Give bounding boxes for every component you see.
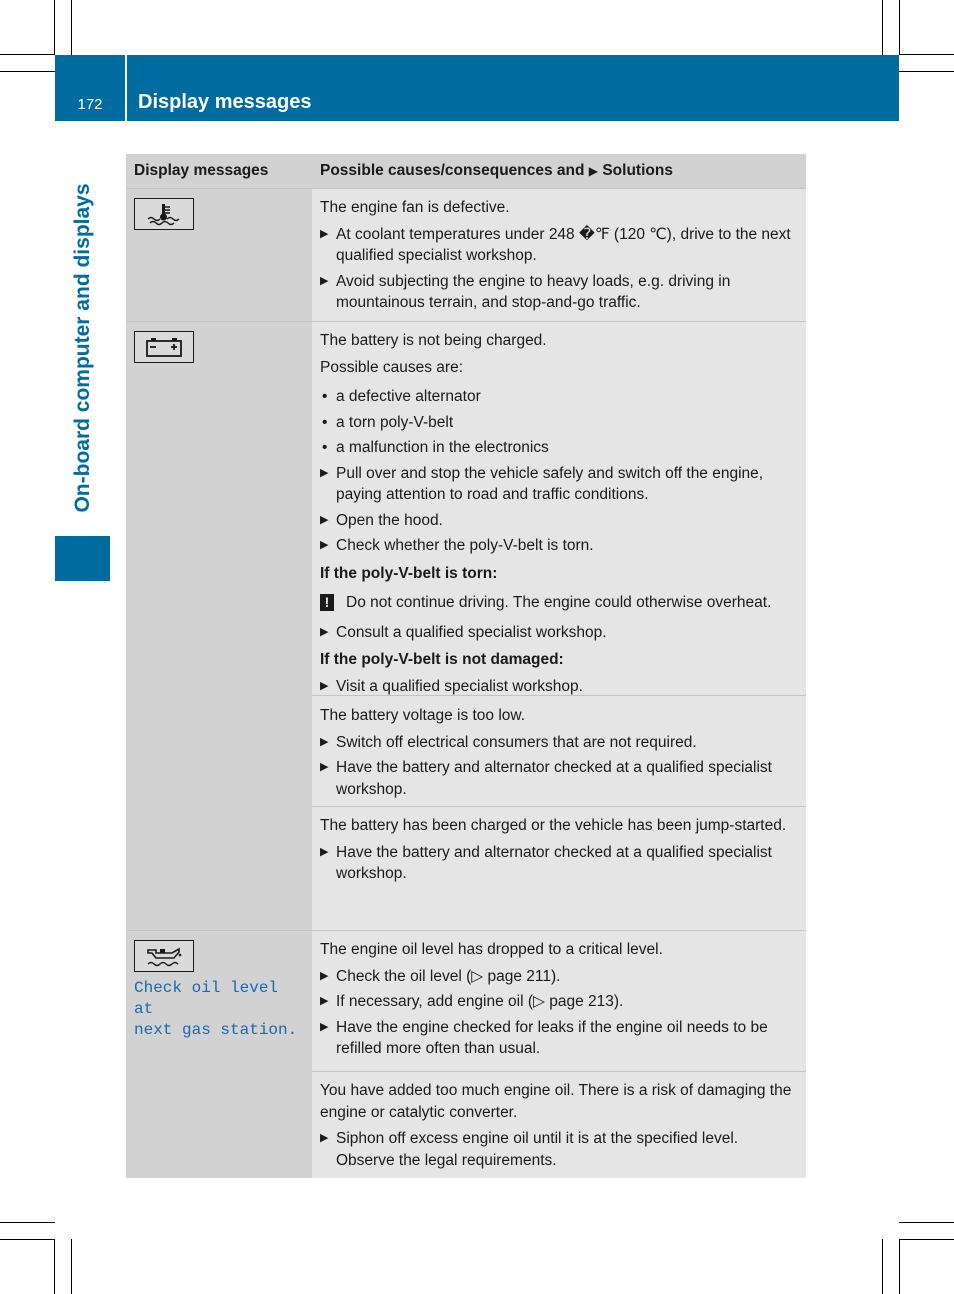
list-item: ▶ Avoid subjecting the engine to heavy loads, e.g. driving in mountainous terrain, and stop-and-go traffic.	[320, 271, 798, 314]
header-divider	[125, 55, 127, 121]
triangle-bullet-icon: ▶	[320, 1132, 329, 1144]
list-item: ▶ Check the oil level (▷ page 211).	[320, 966, 798, 988]
list-item: ▶ Have the battery and alternator checked at a qualified specialist workshop.	[320, 842, 798, 885]
table-row	[126, 188, 806, 321]
display-text-line: Check oil level at	[134, 979, 279, 1018]
triangle-bullet-icon: ▶	[320, 1020, 329, 1033]
triangle-bullet-icon: ▶	[320, 227, 329, 240]
triangle-bullet-icon: ▶	[320, 995, 329, 1007]
list-item: ▶ If necessary, add engine oil (▷ page 213).	[320, 991, 798, 1013]
triangle-bullet-icon: ▶	[588, 164, 599, 178]
warning-exclamation-icon: !	[320, 594, 334, 611]
display-text-line: next gas station.	[134, 1021, 298, 1039]
crop-mark	[899, 71, 954, 72]
triangle-bullet-icon: ▶	[320, 679, 329, 692]
list-item: ▶ Visit a qualified specialist workshop.	[320, 676, 798, 698]
crop-mark	[0, 1222, 55, 1223]
table-row	[126, 321, 806, 930]
triangle-bullet-icon: ▶	[320, 969, 329, 982]
crop-mark	[899, 0, 900, 55]
condition-heading: If the poly-V-belt is not damaged:	[320, 651, 564, 668]
crop-mark	[899, 1222, 954, 1223]
crop-mark	[899, 1239, 954, 1240]
table-header	[126, 154, 806, 188]
list-item: ▶ Check whether the poly-V-belt is torn.	[320, 535, 798, 557]
page-title: Display messages	[138, 91, 312, 113]
solutions-cell	[312, 322, 806, 930]
crop-mark	[899, 1239, 900, 1294]
triangle-bullet-icon: ▶	[320, 625, 329, 638]
crop-mark	[54, 1239, 55, 1294]
crop-mark	[882, 0, 883, 55]
solution-section: The engine oil level has dropped to a critical level. ▶ Check the oil level (▷ page 211). ▶ If necessary, add engine oil (▷ page 213). ▶ Have the engine checked for leaks if the engine oil needs to be refilled more often than usual.	[312, 931, 806, 1071]
solution-section: The engine fan is defective. ▶ At coolant temperatures under 248 �℉ (120 ℃), drive to the next qualified specialist workshop. ▶ Avoid subjecting the engine to heavy loads, e.g. driving in mountainous terrain, and stop-and-go traffic.	[312, 189, 806, 326]
triangle-bullet-icon: ▶	[320, 466, 329, 479]
page-number: 172	[77, 96, 103, 113]
triangle-bullet-icon: ▶	[320, 274, 329, 287]
solution-section: The battery has been charged or the vehicle has been jump-started. ▶ Have the battery and alternator checked at a qualified specialist workshop.	[312, 806, 806, 897]
display-message-cell	[126, 189, 312, 321]
crop-mark	[71, 1239, 72, 1294]
table-row	[126, 930, 806, 1178]
list-item: ▶ Switch off electrical consumers that are not required.	[320, 732, 798, 754]
solutions-cell	[312, 931, 806, 1178]
col-header-display-messages: Display messages	[134, 162, 269, 179]
chapter-tab-marker	[55, 536, 110, 581]
col-header-causes-solutions: Possible causes/consequences and ▶ Solutions	[320, 162, 673, 179]
list-item: • a malfunction in the electronics	[322, 439, 549, 456]
list-item: ▶ Open the hood.	[320, 510, 798, 532]
list-item: • a defective alternator	[322, 388, 481, 405]
crop-mark	[0, 1239, 55, 1240]
list-item: ▶ At coolant temperatures under 248 �℉ (120 ℃), drive to the next qualified specialist workshop.	[320, 224, 798, 267]
triangle-bullet-icon: ▶	[320, 513, 329, 526]
display-messages-table	[126, 154, 806, 1178]
condition-heading: If the poly-V-belt is torn:	[320, 564, 498, 582]
oil-level-icon	[134, 940, 194, 972]
crop-mark	[0, 54, 55, 55]
warning-note: ! Do not continue driving. The engine could otherwise overheat.	[320, 592, 798, 614]
solutions-cell	[312, 189, 806, 321]
triangle-bullet-icon: ▶	[320, 539, 329, 551]
coolant-temperature-icon	[134, 198, 194, 230]
crop-mark	[882, 1239, 883, 1294]
list-item: ▶ Pull over and stop the vehicle safely and switch off the engine, paying attention to road and traffic conditions.	[320, 463, 798, 506]
crop-mark	[71, 0, 72, 55]
list-item: ▶ Have the engine checked for leaks if the engine oil needs to be refilled more often than usual.	[320, 1017, 798, 1060]
triangle-bullet-icon: ▶	[320, 761, 329, 773]
crop-mark	[0, 71, 55, 72]
solution-section: You have added too much engine oil. There is a risk of damaging the engine or catalytic converter. ▶ Siphon off excess engine oil until it is at the specified level. Observe the legal requirements.	[312, 1071, 806, 1183]
list-item: ▶ Consult a qualified specialist workshop.	[320, 622, 798, 644]
list-item: • a torn poly-V-belt	[322, 413, 454, 431]
list-item: ▶ Have the battery and alternator checked at a qualified specialist workshop.	[320, 757, 798, 800]
list-item: ▶ Siphon off excess engine oil until it is at the specified level. Observe the legal requirements.	[320, 1128, 798, 1171]
battery-icon	[134, 331, 194, 363]
chapter-side-title: On-board computer and displays	[71, 183, 94, 513]
solution-section: The battery voltage is too low. ▶ Switch off electrical consumers that are not required. ▶ Have the battery and alternator checked at a qualified specialist workshop.	[312, 695, 806, 806]
crop-mark	[54, 0, 55, 55]
crop-mark	[899, 54, 954, 55]
triangle-bullet-icon: ▶	[320, 845, 329, 858]
display-message-cell	[126, 931, 312, 1178]
triangle-bullet-icon: ▶	[320, 735, 329, 748]
display-message-cell	[126, 322, 312, 930]
solution-section: The battery is not being charged. Possible causes are: • a defective alternator • a torn poly-V-belt • a malfunction in the electronics ▶ Pull over and stop the vehicle safely and switch off the engine, paying attention to road and traffic conditions. ▶ Open the hood. ▶ Check whether the poly-V-belt is torn. If the poly-V-belt is torn: ! Do not continue driving. The engine could otherwise overheat. ▶ Consult a qualified specialist workshop. If the poly-V-belt is not damaged: ▶ Visit a qualified specialist workshop.	[312, 322, 806, 695]
